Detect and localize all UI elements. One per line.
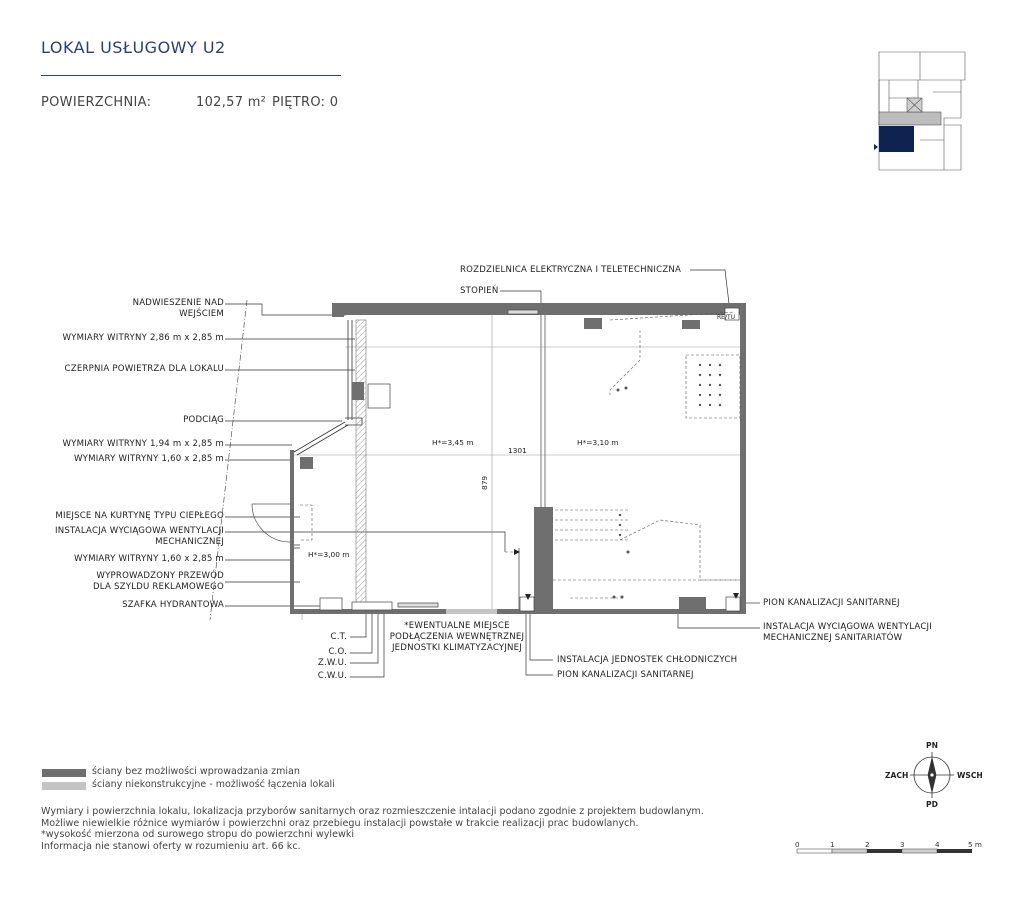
label-window-160-b: WYMIARY WITRYNY 1,60 x 2,85 m <box>73 554 224 564</box>
label-switchboard: ROZDZIELNICA ELEKTRYCZNA I TELETECHNICZNA <box>460 265 682 275</box>
switchboard-tag: RE/TU <box>717 314 736 321</box>
dim-879: 879 <box>480 475 489 490</box>
footer-notes: Wymiary i powierzchnia lokalu, lokalizacja przyborów sanitarnych oraz rozmieszczenie intalacji podano zgodnie z projektem budowlanym. Możliwe niewielkie różnice wymiarów i powierzchni oraz przebiegu instalacji powstałe w trakcie realizacji prac budowlanych. *wysokość mierzona od surowego stropu do powierzchni wylewki Informacja nie stanowi oferty w rozumieniu art. 66 kc. <box>41 806 704 852</box>
label-air-intake: CZERPNIA POWIETRZA DLA LOKALU <box>64 364 224 374</box>
label-hydrant: SZAFKA HYDRANTOWA <box>122 600 224 610</box>
label-air-curtain: MIEJSCE NA KURTYNĘ TYPU CIEPŁEGO <box>55 511 224 521</box>
area-label: POWIERZCHNIA: <box>41 95 152 110</box>
hatched-wall <box>356 320 366 610</box>
scale-0: 0 <box>795 840 800 849</box>
other-leader-lines <box>350 270 760 677</box>
label-window-286: WYMIARY WITRYNY 2,86 m x 2,85 m <box>62 333 224 343</box>
label-climate-unit: *EWENTUALNE MIEJSCE PODŁĄCZENIA WEWNĘTRZNEJ JEDNOSTKI KLIMATYZACYJNEJ <box>389 621 525 653</box>
label-window-194: WYMIARY WITRYNY 1,94 m x 2,85 m <box>62 439 224 449</box>
label-overhang: NADWIESZENIE NAD WEJŚCIEM <box>132 298 224 319</box>
compass-south: PD <box>926 800 938 809</box>
scale-5: 5 m <box>968 840 982 849</box>
scale-3: 3 <box>900 840 905 849</box>
scale-bar <box>797 849 972 853</box>
compass <box>910 752 954 798</box>
label-zwu: Z.W.U. <box>317 658 347 668</box>
legend-swatch-nonstructural <box>42 782 86 790</box>
unit-title: LOKAL USŁUGOWY U2 <box>41 38 226 57</box>
label-window-160-a: WYMIARY WITRYNY 1,60 x 2,85 m <box>73 454 224 464</box>
label-cooling-units: INSTALACJA JEDNOSTEK CHŁODNICZYCH <box>557 655 738 665</box>
window-frames <box>294 320 362 548</box>
scale-4: 4 <box>935 840 940 849</box>
label-sewer-riser-2: PION KANALIZACJI SANITARNEJ <box>557 670 694 680</box>
entry-door <box>252 504 290 542</box>
legend-nonstructural: ściany niekonstrukcyjne - możliwość łączenia lokali <box>92 779 335 790</box>
installation-points <box>613 364 722 599</box>
legend-swatch-structural <box>42 769 86 777</box>
floor-label: PIĘTRO: 0 <box>272 95 339 110</box>
compass-north: PN <box>926 741 938 750</box>
compass-west: ZACH <box>885 771 909 780</box>
label-exhaust-vent: INSTALACJA WYCIĄGOWA WENTYLACJI MECHANICZNEJ <box>54 526 224 547</box>
label-beam: PODCIĄG <box>183 415 224 425</box>
label-vent-sanitary: INSTALACJA WYCIĄGOWA WENTYLACJI MECHANICZNEJ SANITARIATÓW <box>763 622 933 643</box>
light-wall <box>446 609 497 614</box>
height-3-00: H*=3,00 m <box>308 550 350 559</box>
compass-east: WSCH <box>957 771 983 780</box>
key-plan-highlight <box>879 126 914 152</box>
label-step: STOPIEŃ <box>460 286 499 296</box>
label-co: C.O. <box>328 647 347 657</box>
dim-1301: 1301 <box>508 446 527 455</box>
label-sewer-riser-1: PION KANALIZACJI SANITARNEJ <box>763 598 900 608</box>
height-3-10: H*=3,10 m <box>577 438 619 447</box>
label-ct: C.T. <box>330 632 347 642</box>
label-cwu: C.W.U. <box>317 671 347 681</box>
scale-1: 1 <box>830 840 835 849</box>
legend-structural: ściany bez możliwości wprowadzania zmian <box>92 766 300 777</box>
area-value: 102,57 m² <box>196 95 267 110</box>
scale-2: 2 <box>865 840 870 849</box>
label-sign-cable: WYPROWADZONY PRZEWÓD DLA SZYLDU REKLAMOWEGO <box>92 571 224 592</box>
height-3-45: H*=3,45 m <box>432 438 474 447</box>
key-plan <box>879 52 965 170</box>
